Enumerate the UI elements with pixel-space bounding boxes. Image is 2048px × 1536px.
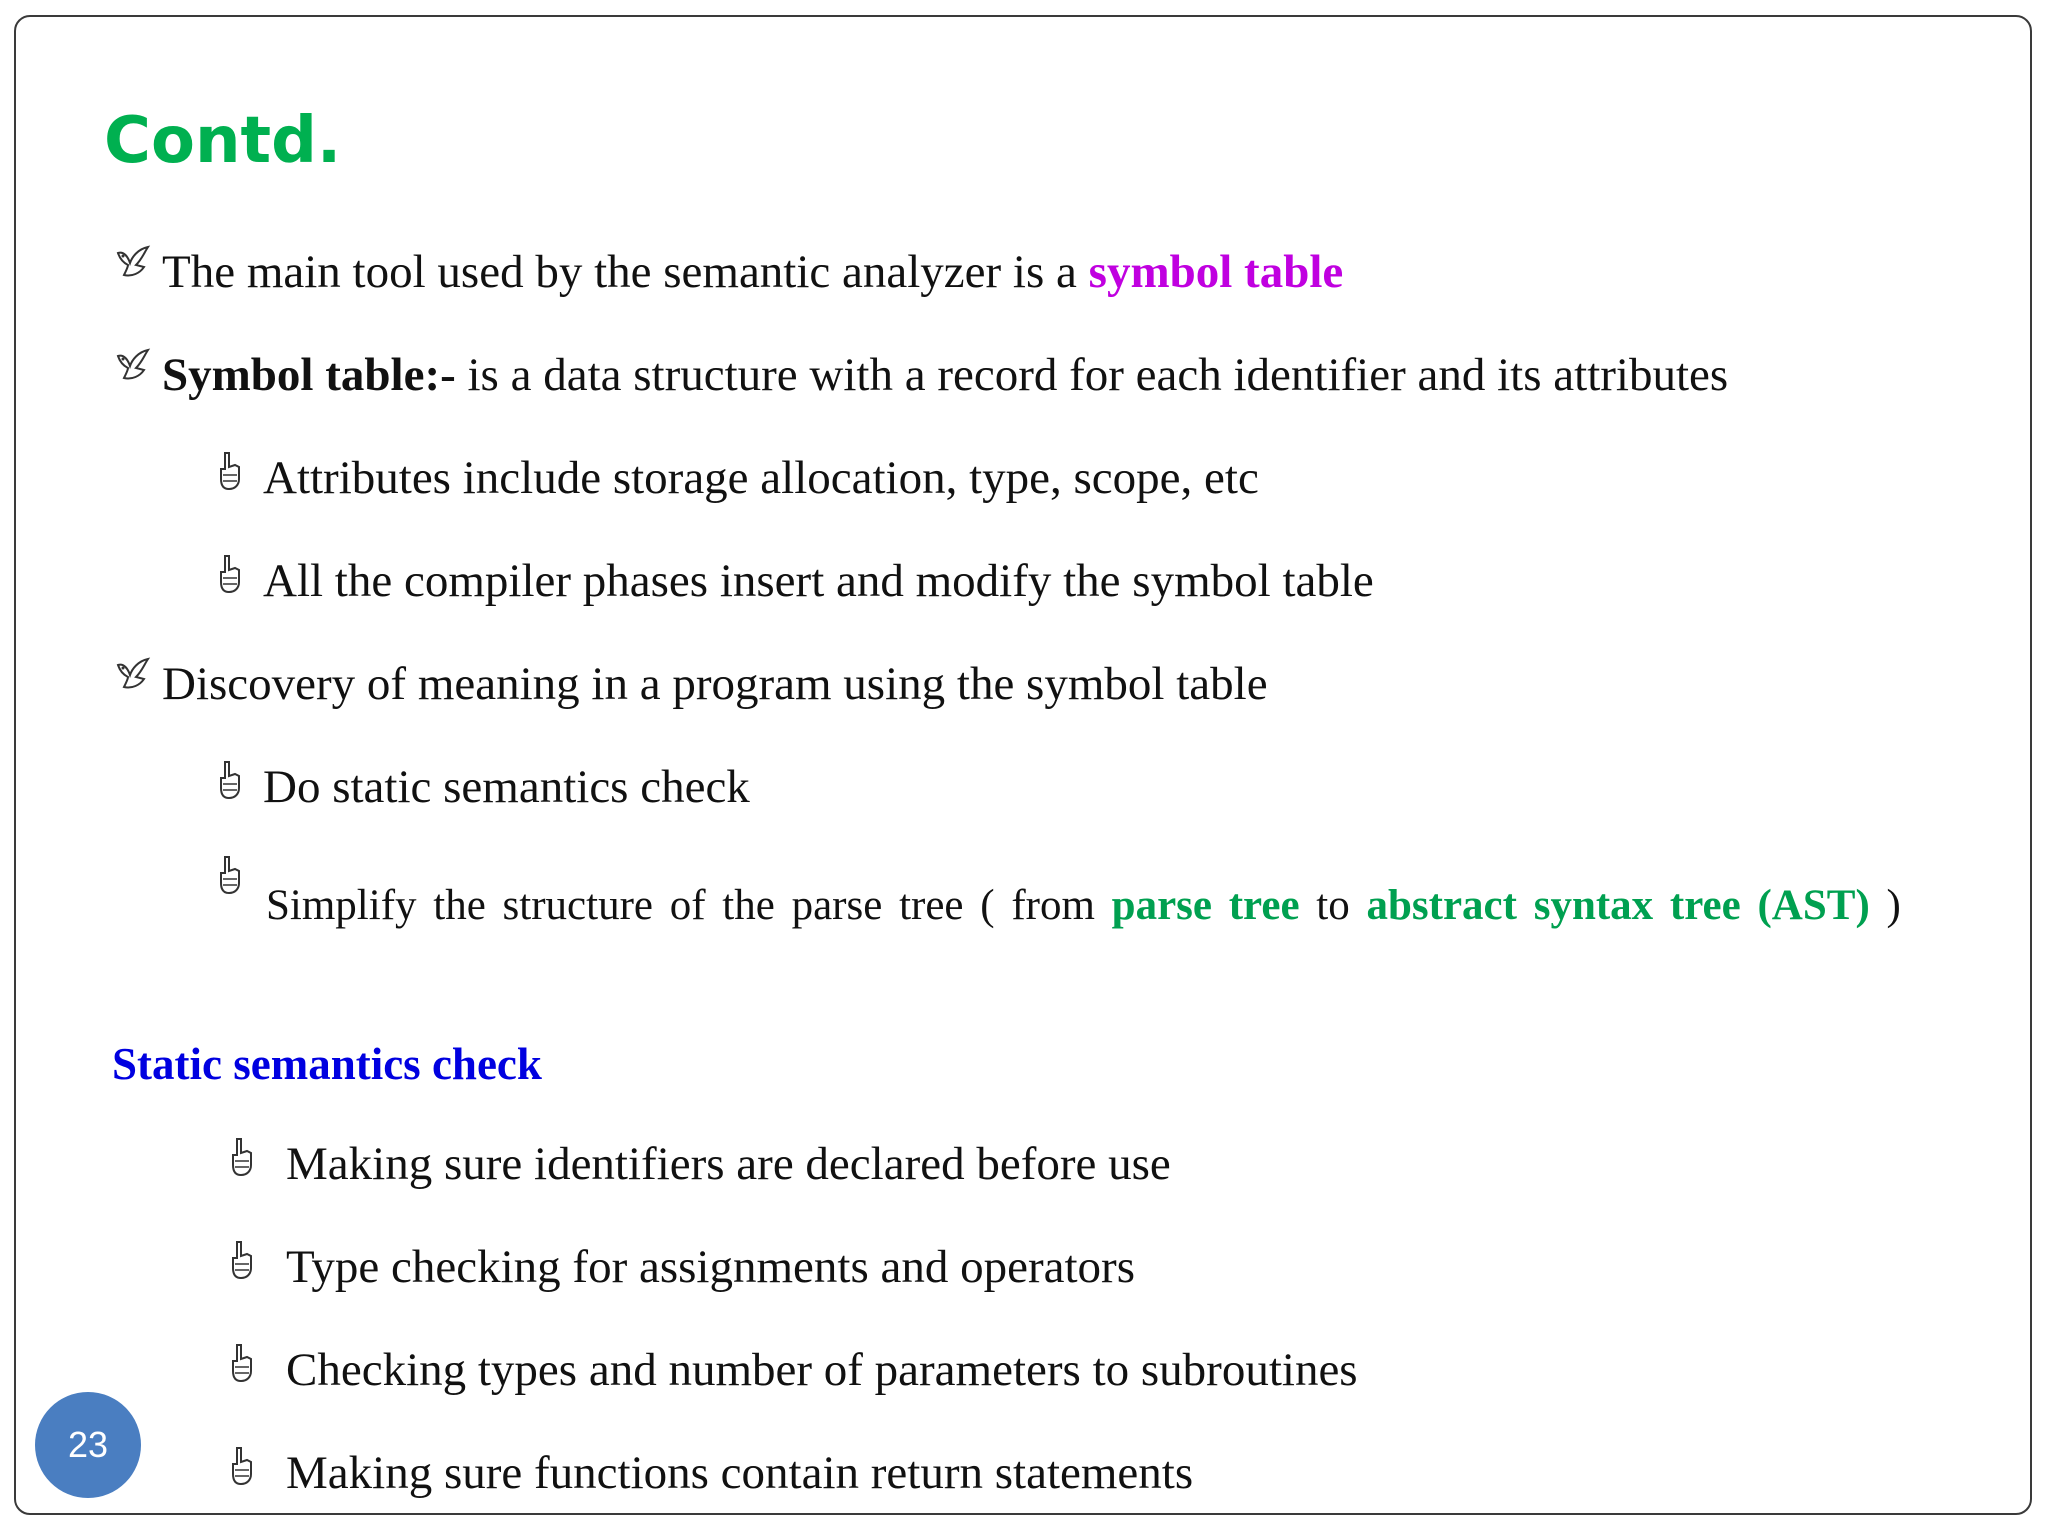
check-text: Making sure identifiers are declared before use [286, 1138, 1171, 1190]
sub-bullet-text: Attributes include storage allocation, type, scope, etc [263, 452, 1259, 504]
sub-bullet-text: to [1299, 882, 1367, 929]
pointing-hand-icon [223, 1341, 263, 1385]
symbol-table-term: Symbol table:- [162, 349, 456, 401]
bullet-text: The main tool used by the semantic analyzer is a [162, 246, 1089, 298]
check-text: Type checking for assignments and operators [286, 1241, 1135, 1293]
ast-highlight: abstract syntax tree (AST) [1366, 882, 1870, 929]
check-text: Checking types and number of parameters to subroutines [286, 1344, 1358, 1396]
sub-bullet-text: ) [1869, 882, 1901, 929]
static-semantics-heading: Static semantics check [112, 1039, 542, 1089]
bullet-text: is a data structure with a record for each identifier and its attributes [455, 349, 1729, 401]
check-text: Making sure functions contain return statements [286, 1447, 1194, 1499]
dove-icon [114, 655, 154, 699]
dove-icon [114, 346, 154, 390]
sub-bullet-text: All the compiler phases insert and modify the symbol table [263, 555, 1374, 607]
sub-bullet-simplify-parse-tree [266, 860, 1996, 952]
sub-bullet-text: Do static semantics check [263, 761, 750, 813]
dove-icon [114, 243, 154, 287]
sub-bullet-text: Simplify the structure of the parse tree ( from [266, 882, 1112, 929]
pointing-hand-icon [211, 758, 251, 802]
pointing-hand-icon [211, 449, 251, 493]
pointing-hand-icon [223, 1238, 263, 1282]
symbol-table-highlight: symbol table [1088, 246, 1344, 298]
pointing-hand-icon [223, 1444, 263, 1488]
parse-tree-highlight: parse tree [1111, 882, 1300, 929]
pointing-hand-icon [211, 552, 251, 596]
slide-title: Contd. [104, 104, 342, 178]
bullet-text: Discovery of meaning in a program using the symbol table [162, 658, 1268, 710]
pointing-hand-icon [211, 853, 251, 897]
slide [14, 15, 2032, 1515]
page-number-badge: 23 [35, 1392, 141, 1498]
pointing-hand-icon [223, 1135, 263, 1179]
